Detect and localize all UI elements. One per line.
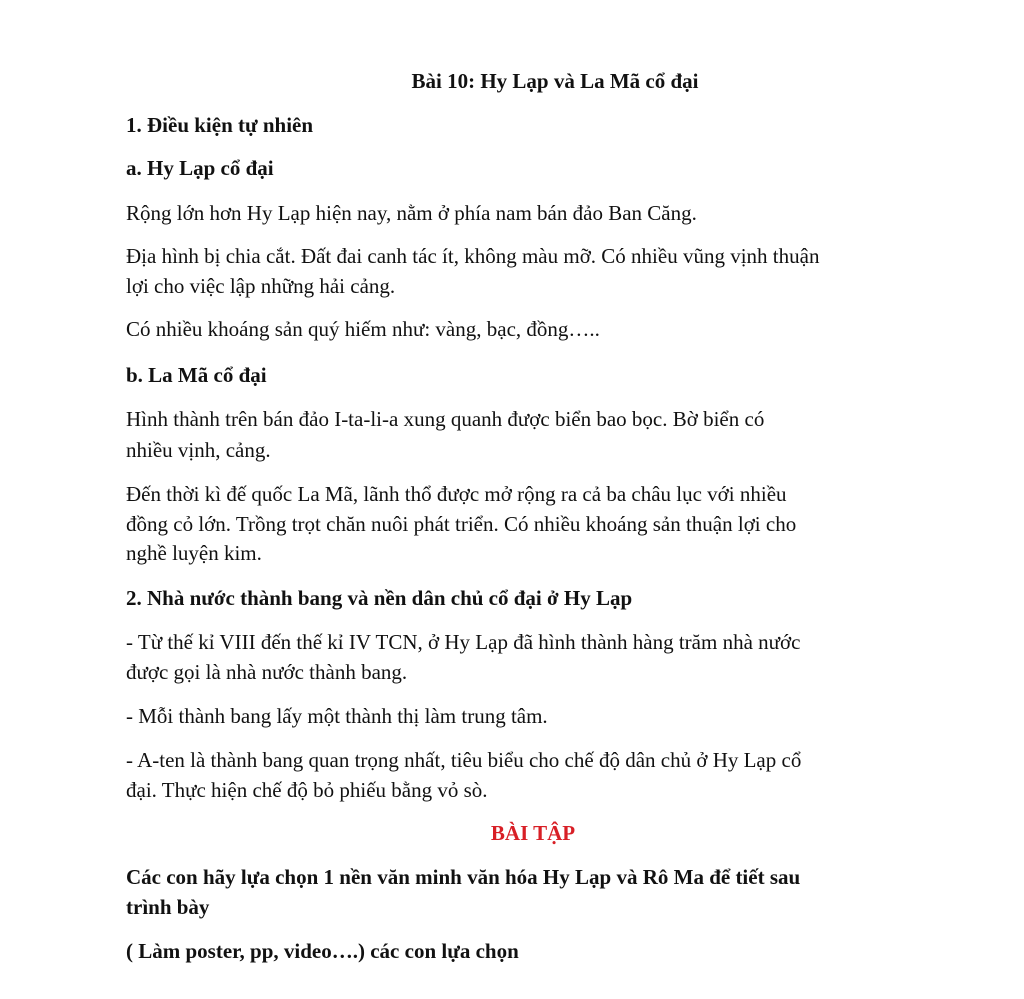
exercise-heading: BÀI TẬP [490, 821, 576, 845]
section2-line-5: đại. Thực hiện chế độ bỏ phiếu bằng vỏ sò. [126, 778, 488, 802]
page-title: Bài 10: Hy Lạp và La Mã cổ đại [411, 69, 699, 93]
section1b-line-1: Hình thành trên bán đảo I-ta-li-a xung quanh được biển bao bọc. Bờ biển có [126, 407, 765, 431]
section1a-line-3: lợi cho việc lập những hải cảng. [126, 274, 396, 298]
section2-line-3: - Mỗi thành bang lấy một thành thị làm trung tâm. [126, 704, 548, 728]
section1a-line-4: Có nhiều khoáng sản quý hiếm như: vàng, bạc, đồng….. [126, 317, 600, 341]
exercise-line-2: trình bày [126, 895, 210, 919]
section2-line-4: - A-ten là thành bang quan trọng nhất, tiêu biểu cho chế độ dân chủ ở Hy Lạp cổ [126, 748, 802, 772]
section1b-line-2: nhiều vịnh, cảng. [126, 438, 271, 462]
section2-line-1: - Từ thế kỉ VIII đến thế kỉ IV TCN, ở Hy Lạp đã hình thành hàng trăm nhà nước [126, 630, 801, 654]
section1a-line-2: Địa hình bị chia cắt. Đất đai canh tác ít, không màu mỡ. Có nhiều vũng vịnh thuận [126, 244, 820, 268]
section1a-heading: a. Hy Lạp cổ đại [126, 156, 274, 180]
section2-line-2: được gọi là nhà nước thành bang. [126, 660, 408, 684]
exercise-line-3: ( Làm poster, pp, video….) các con lựa chọn [126, 939, 519, 963]
section1b-line-5: nghề luyện kim. [126, 541, 262, 565]
section1b-line-4: đồng cỏ lớn. Trồng trọt chăn nuôi phát triển. Có nhiều khoáng sản thuận lợi cho [126, 512, 797, 536]
section1b-heading: b. La Mã cổ đại [126, 363, 267, 387]
exercise-line-1: Các con hãy lựa chọn 1 nền văn minh văn hóa Hy Lạp và Rô Ma để tiết sau [126, 865, 801, 889]
section2-heading: 2. Nhà nước thành bang và nền dân chủ cổ đại ở Hy Lạp [126, 586, 633, 610]
section1a-line-1: Rộng lớn hơn Hy Lạp hiện nay, nằm ở phía nam bán đảo Ban Căng. [126, 201, 697, 225]
section1b-line-3: Đến thời kì đế quốc La Mã, lãnh thổ được mở rộng ra cả ba châu lục với nhiều [126, 482, 787, 506]
section1-heading: 1. Điều kiện tự nhiên [126, 113, 314, 137]
